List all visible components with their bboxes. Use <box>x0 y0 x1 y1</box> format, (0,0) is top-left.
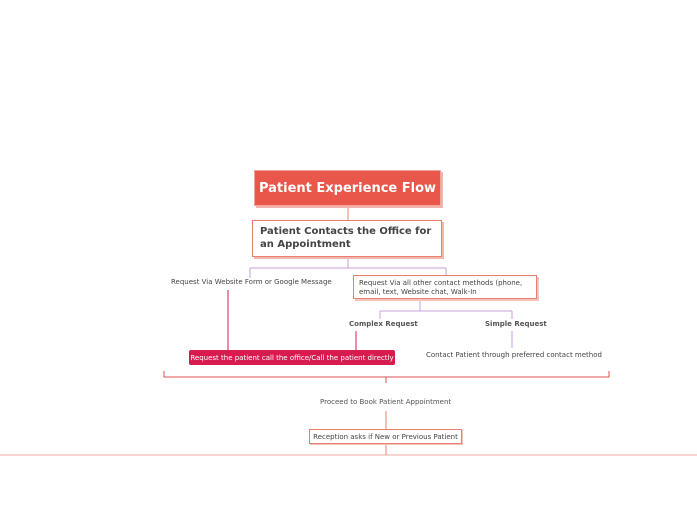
callback-node: Request the patient call the office/Call the patient directly <box>189 350 395 365</box>
complex-request-node: Complex Request <box>349 320 418 328</box>
other-methods-node: Request Via all other contact methods (phone, email, text, Website chat, Walk-In <box>353 275 537 299</box>
reception-node: Reception asks if New or Previous Patient <box>309 429 462 444</box>
contact-preferred-node: Contact Patient through preferred contact method <box>426 351 602 359</box>
root-node: Patient Contacts the Office for an Appointment <box>252 220 442 257</box>
flow-title: Patient Experience Flow <box>254 170 441 206</box>
proceed-booking-node: Proceed to Book Patient Appointment <box>320 398 452 406</box>
simple-request-node: Simple Request <box>485 320 547 328</box>
merge-bracket <box>164 371 609 377</box>
website-request-node: Request Via Website Form or Google Message <box>171 278 332 286</box>
